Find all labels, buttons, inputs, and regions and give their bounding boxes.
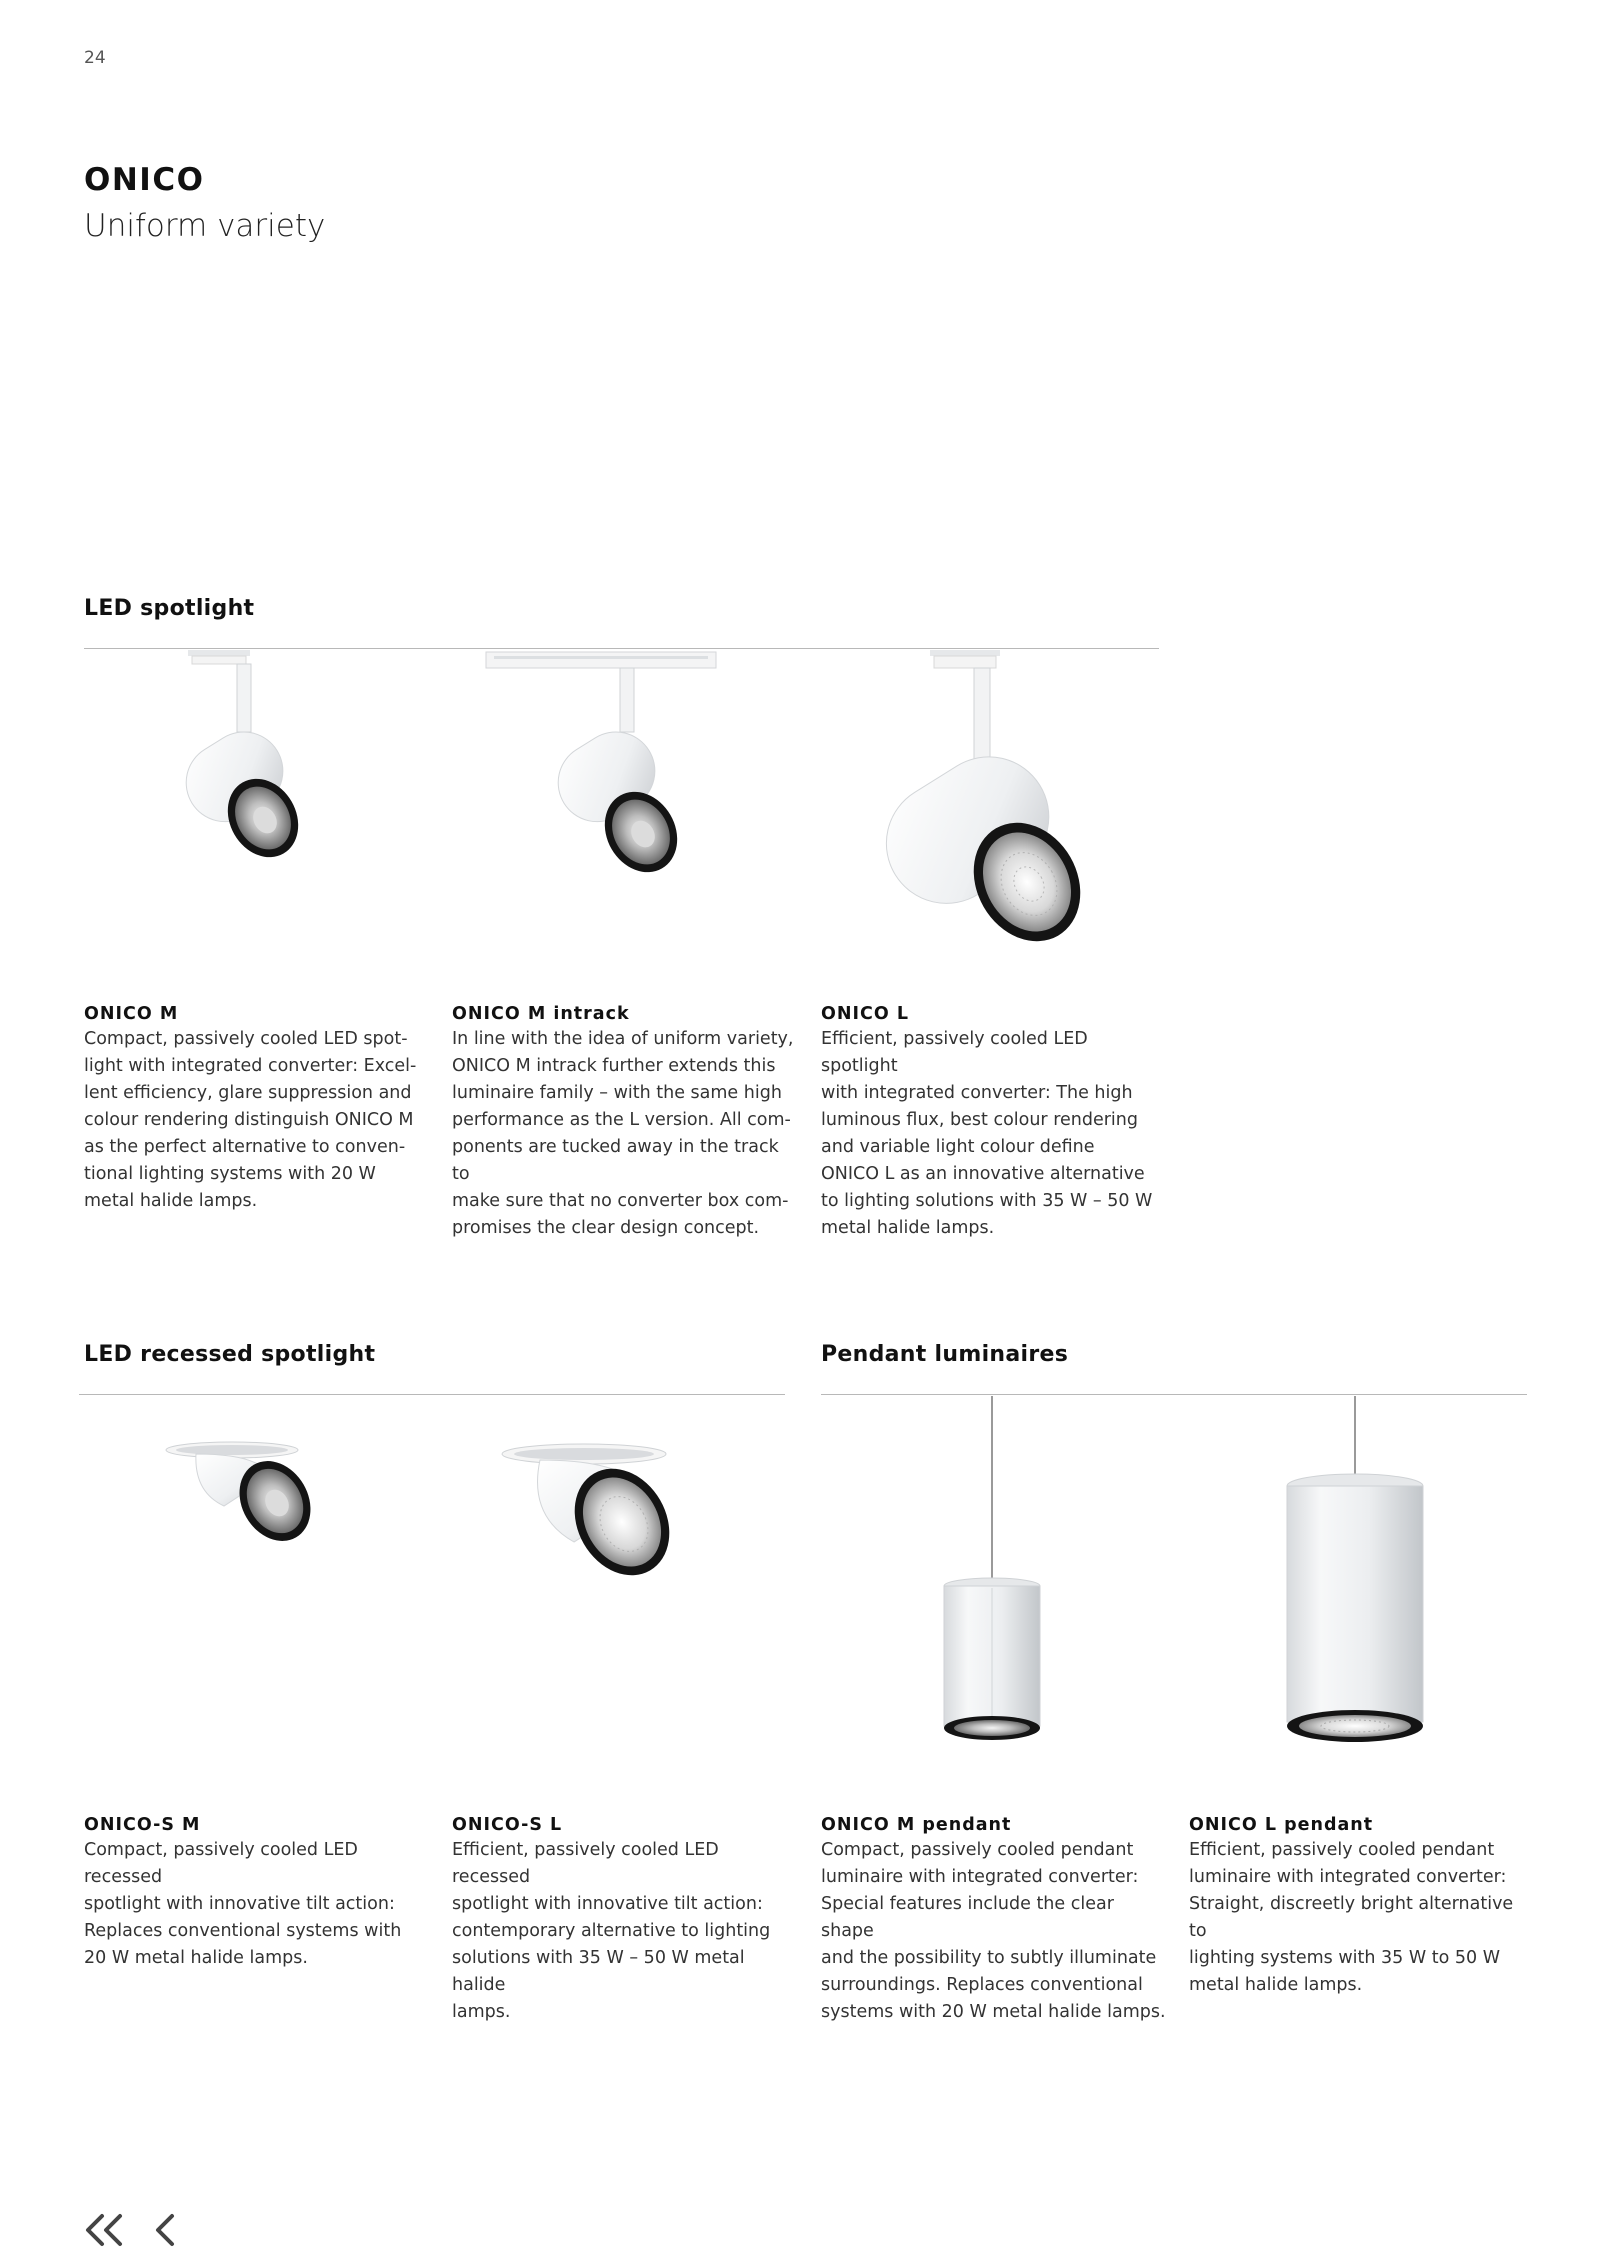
product-name: ONICO L pendant — [1189, 1815, 1374, 1835]
page-number: 24 — [84, 48, 106, 68]
section-divider — [84, 648, 1159, 649]
product-name: ONICO-S M — [84, 1815, 201, 1835]
section-heading-led-recessed-spotlight: LED recessed spotlight — [84, 1342, 376, 1367]
onico-l-image — [864, 650, 1102, 961]
product-description: Compact, passively cooled LED recessed spotlight with innovative tilt action: Replaces conventional systems with 20 W metal halide lamps. — [84, 1840, 402, 1968]
product-description: Efficient, passively cooled LED spotlight with integrated converter: The high luminous flux, best colour rendering and variable light colour define ONICO L as an innovative alternative to lighting solutions with 35 W – 50 W metal halide lamps. — [821, 1029, 1153, 1238]
product-name: ONICO M — [84, 1004, 179, 1024]
product-name: ONICO M pendant — [821, 1815, 1012, 1835]
section-divider — [821, 1394, 1527, 1395]
product-onico-m — [84, 1004, 429, 1215]
product-name: ONICO L — [821, 1004, 909, 1024]
pendant-luminaire-images — [821, 1396, 1527, 1776]
recessed-spotlight-images — [84, 1396, 784, 1616]
product-description: Efficient, passively cooled LED recessed spotlight with innovative tilt action: contemporary alternative to lighting solutions with 35 W – 50 W metal halide lamps. — [452, 1840, 771, 2022]
onico-s-m-image — [166, 1442, 325, 1554]
product-description: Compact, passively cooled LED spot- light with integrated converter: Excel- lent efficiency, glare suppression and colour rendering distinguish ONICO M as the perfect alternative to conven- tional lighting systems with 20 W metal halide lamps. — [84, 1029, 417, 1211]
section-heading-pendant-luminaires: Pendant luminaires — [821, 1342, 1069, 1367]
page-subtitle: Uniform variety — [84, 208, 326, 244]
product-onico-s-l — [452, 1815, 797, 2026]
product-description: Efficient, passively cooled pendant luminaire with integrated converter: Straight, discreetly bright alternative to lighting systems with 35 W to 50 W metal halide lamps. — [1189, 1840, 1514, 1995]
onico-m-pendant-image — [944, 1396, 1040, 1740]
product-onico-s-m — [84, 1815, 429, 1972]
product-onico-m-intrack — [452, 1004, 797, 1242]
double-chevron-left-icon — [82, 2210, 128, 2250]
product-onico-m-pendant — [821, 1815, 1166, 2026]
product-onico-l-pendant — [1189, 1815, 1534, 1999]
section-divider — [79, 1394, 785, 1395]
spotlight-images — [84, 650, 1159, 980]
onico-s-l-image — [502, 1444, 688, 1592]
page-title: ONICO — [84, 162, 205, 198]
product-name: ONICO-S L — [452, 1815, 563, 1835]
product-description: In line with the idea of uniform variety, ONICO M intrack further extends this luminaire family – with the same high performance as the L version. All com- ponents are tucked away in the track to make sure that no converter box com- promises the clear design concept. — [452, 1029, 794, 1238]
chevron-left-icon — [152, 2210, 180, 2250]
previous-page-button[interactable] — [152, 2210, 180, 2250]
product-onico-l — [821, 1004, 1166, 1242]
onico-m-image — [171, 650, 312, 870]
section-heading-led-spotlight: LED spotlight — [84, 596, 255, 621]
first-page-button[interactable] — [82, 2210, 128, 2250]
product-name: ONICO M intrack — [452, 1004, 630, 1024]
onico-m-intrack-image — [486, 652, 716, 885]
onico-l-pendant-image — [1287, 1396, 1423, 1742]
product-description: Compact, passively cooled pendant luminaire with integrated converter: Special features include the clear shape and the possibility to subtly illuminate surroundings. Replaces conventional systems with 20 W metal halide lamps. — [821, 1840, 1166, 2022]
